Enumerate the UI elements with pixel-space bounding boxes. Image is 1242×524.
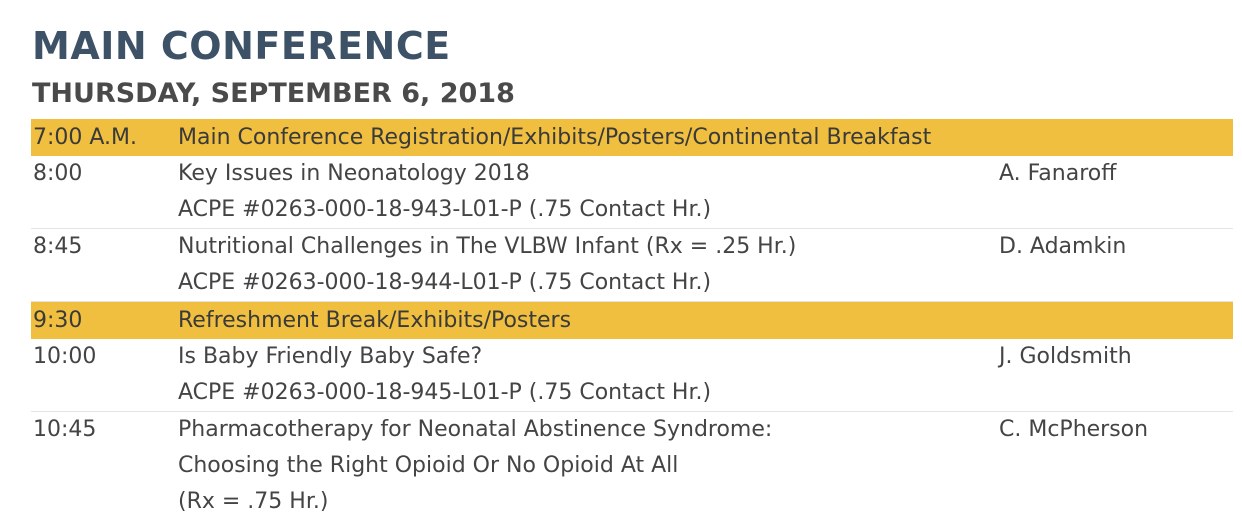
session-title: Pharmacotherapy for Neonatal Abstinence Syndrome: bbox=[178, 417, 773, 442]
session-description bbox=[178, 412, 772, 520]
session-time: 7:00 A.M. bbox=[33, 125, 138, 150]
session-title: Nutritional Challenges in The VLBW Infant (Rx = .25 Hr.) bbox=[178, 234, 797, 259]
session-time: 8:00 bbox=[33, 161, 83, 186]
schedule-row bbox=[31, 156, 1233, 229]
session-detail: ACPE #0263-000-18-945-L01-P (.75 Contact Hr.) bbox=[178, 380, 712, 405]
session-description bbox=[178, 119, 931, 155]
session-detail: ACPE #0263-000-18-943-L01-P (.75 Contact Hr.) bbox=[178, 197, 712, 222]
session-description bbox=[178, 229, 796, 301]
schedule-row-highlight bbox=[31, 119, 1233, 156]
session-time: 10:45 bbox=[33, 417, 97, 442]
session-speaker: D. Adamkin bbox=[999, 234, 1127, 259]
schedule-table bbox=[31, 119, 1233, 521]
session-title: Refreshment Break/Exhibits/Posters bbox=[178, 308, 572, 333]
session-detail: ACPE #0263-000-18-944-L01-P (.75 Contact Hr.) bbox=[178, 270, 712, 295]
session-speaker: C. McPherson bbox=[999, 417, 1149, 442]
session-speaker: J. Goldsmith bbox=[999, 344, 1132, 369]
session-title: Main Conference Registration/Exhibits/Posters/Continental Breakfast bbox=[178, 125, 932, 150]
session-speaker: A. Fanaroff bbox=[999, 161, 1117, 186]
schedule-row-highlight bbox=[31, 302, 1233, 339]
session-time: 10:00 bbox=[33, 344, 97, 369]
schedule-row bbox=[31, 339, 1233, 412]
session-title: Is Baby Friendly Baby Safe? bbox=[178, 344, 483, 369]
session-description bbox=[178, 302, 571, 338]
session-time: 9:30 bbox=[33, 308, 83, 333]
conference-date: THURSDAY, SEPTEMBER 6, 2018 bbox=[32, 78, 515, 109]
session-detail: Choosing the Right Opioid Or No Opioid At All bbox=[178, 453, 679, 478]
schedule-row bbox=[31, 229, 1233, 302]
session-description bbox=[178, 156, 711, 228]
page-title: MAIN CONFERENCE bbox=[32, 24, 451, 68]
schedule-row bbox=[31, 412, 1233, 521]
session-title: Key Issues in Neonatology 2018 bbox=[178, 161, 530, 186]
session-time: 8:45 bbox=[33, 234, 83, 259]
session-detail: (Rx = .75 Hr.) bbox=[178, 489, 329, 514]
session-description bbox=[178, 339, 711, 411]
